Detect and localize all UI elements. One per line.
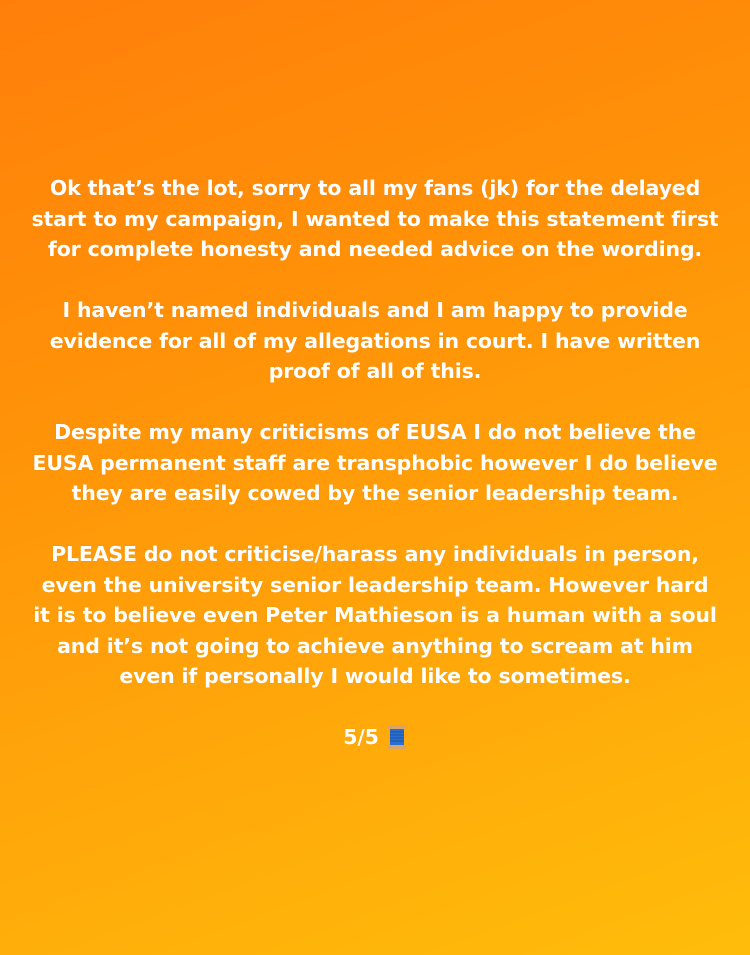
story-paragraph-4: PLEASE do not criticise/harass any individuals in person, even the university senior leadership team. However hard it is to believe even Peter Mathieson is a human with a soul and it’s not going to achieve anything to scream at him even if personally I would like to sometimes. [33,542,717,688]
story-paragraph-2: I haven’t named individuals and I am happy to provide evidence for all of my allegations in court. I have written proof of all of this. [49,298,701,383]
story-text-block [30,173,720,753]
thread-spool-icon [387,724,407,750]
story-paragraph-1: Ok that’s the lot, sorry to all my fans (jk) for the delayed start to my campaign, I wanted to make this statement first for complete honesty and needed advice on the wording. [31,176,719,261]
story-counter: 5/5 [343,725,379,749]
story-counter-row [30,722,720,753]
story-paragraph-3: Despite my many criticisms of EUSA I do not believe the EUSA permanent staff are transphobic however I do believe they are easily cowed by the senior leadership team. [32,420,718,505]
